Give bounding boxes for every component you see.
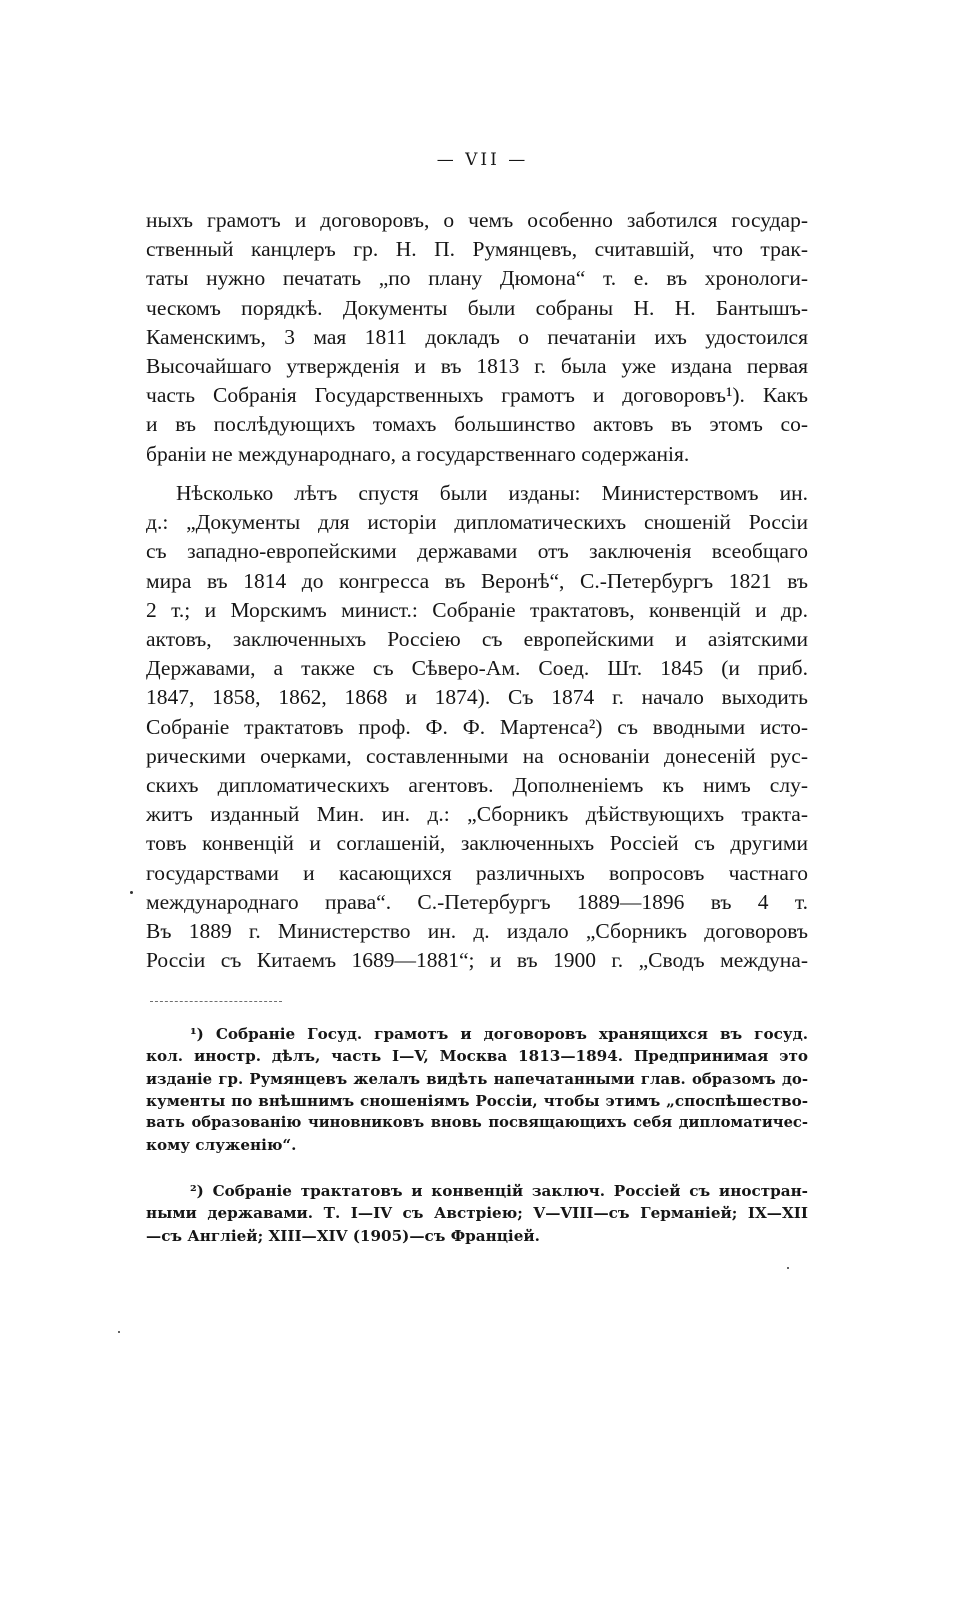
footnote-line: изданіе гр. Румянцевъ желалъ видѣть напечатанными глав. образомъ до- [146,1069,808,1088]
text-line: таты нужно печатать „по плану Дюмона“ т. е. въ хронологи- [146,266,808,291]
text-line: д.: „Документы для исторіи дипломатическихъ сношеній Россіи [146,510,808,535]
footnote-line: кол. иностр. дѣлъ, часть I—V, Москва 1813—1894. Предпринимая это [146,1047,808,1066]
scan-speck [118,1331,120,1333]
text-line: скихъ дипломатическихъ агентовъ. Дополненіемъ къ нимъ слу- [146,773,808,798]
text-line: 2 т.; и Морскимъ минист.: Собраніе трактатовъ, конвенцій и др. [146,597,808,622]
text-line: международнаго права“. С.-Петербургъ 1889—1896 въ 4 т. [146,889,808,914]
text-line: ственный канцлеръ гр. Н. П. Румянцевъ, считавшій, что трак- [146,237,808,262]
text-line: рическими очерками, составленными на основаніи донесеній рус- [146,743,808,768]
text-line: мира въ 1814 до конгресса въ Веронѣ“, С.-Петербургъ 1821 въ [146,568,808,593]
text-line: Нѣсколько лѣтъ спустя были изданы: Министерствомъ ин. [176,481,808,505]
footnote [146,1180,808,1247]
text-line: ныхъ грамотъ и договоровъ, о чемъ особенно заботился государ- [146,208,808,232]
text-line: Каменскимъ, 3 мая 1811 докладъ о печатаніи ихъ удостоился [146,324,808,349]
text-line: товъ конвенцій и соглашеній, заключенныхъ Россіей съ другими [146,831,808,856]
page-number: — VII — [436,150,529,170]
text-line: Высочайшаго утвержденія и въ 1813 г. была уже издана первая [146,354,808,379]
footnote-line: ными державами. Т. I—IV съ Австріею; V—VIII—съ Германіей; IX—XII [146,1204,808,1223]
text-line: ческомъ порядкѣ. Документы были собраны Н. Н. Бантышъ- [146,295,808,320]
text-line: Въ 1889 г. Министерство ин. д. издало „Сборникъ договоровъ [146,919,808,944]
text-line: Собраніе трактатовъ проф. Ф. Ф. Мартенса²) съ вводными исто- [146,714,808,739]
footnote-line: вать образованію чиновниковъ вновь посвящающихъ себя дипломатичес- [146,1114,808,1132]
footnote-separator [150,1001,282,1002]
footnote [146,1023,808,1157]
scan-speck [130,891,133,894]
footnote-line: ²) Собраніе трактатовъ и конвенцій заключ. Россіей съ иностран- [190,1182,808,1200]
text-line: браніи не международнаго, а государственнаго содержанія. [146,441,690,466]
footnote-line: —съ Англіей; XIII—XIV (1905)—съ Франціей. [146,1226,540,1245]
footnote-line: ¹) Собраніе Госуд. грамотъ и договоровъ хранящихся въ госуд. [190,1025,808,1043]
footnote-line: кументы по внѣшнимъ сношеніямъ Россіи, чтобы этимъ „споспѣшество- [146,1091,808,1110]
text-line: государствами и касающихся различныхъ вопросовъ частнаго [146,860,808,885]
scan-speck [787,1267,789,1269]
text-line: часть Собранія Государственныхъ грамотъ и договоровъ¹). Какъ [146,383,808,408]
text-line: съ западно-европейскими державами отъ заключенія всеобщаго [146,539,808,564]
text-line: и въ послѣдующихъ томахъ большинство актовъ въ этомъ со- [146,412,808,437]
footnote-line: кому служенію“. [146,1136,297,1155]
paragraph [146,206,808,469]
text-line: житъ изданный Мин. ин. д.: „Сборникъ дѣйствующихъ тракта- [146,802,808,827]
text-line: Россіи съ Китаемъ 1689—1881“; и въ 1900 г. „Сводъ междуна- [146,948,808,973]
paragraph [146,479,808,975]
text-line: 1847, 1858, 1862, 1868 и 1874). Съ 1874 г. начало выходить [146,685,808,710]
text-line: Державами, а также съ Сѣверо-Ам. Соед. Шт. 1845 (и приб. [146,656,808,681]
text-line: актовъ, заключенныхъ Россіею съ европейскими и азіятскими [146,627,808,652]
